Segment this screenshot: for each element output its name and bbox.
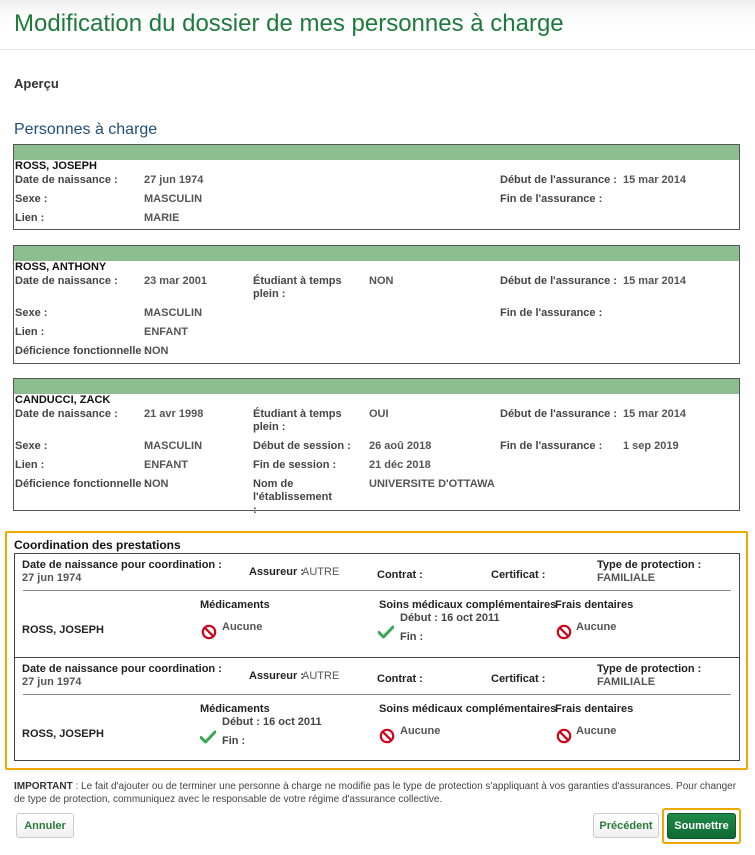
coord-birth-value: 27 jun 1974: [22, 676, 82, 688]
start-label: Début :: [222, 716, 263, 728]
sex-value: MASCULIN: [144, 307, 203, 319]
no-entry-icon: [379, 728, 395, 744]
coordination-title: Coordination des prestations: [14, 538, 181, 552]
relation-value: ENFANT: [144, 459, 188, 471]
sex-label: Sexe :: [15, 307, 48, 319]
insurance-start-value: 15 mar 2014: [623, 275, 686, 287]
relation-label: Lien :: [15, 212, 45, 224]
insurance-end-label: Fin de l'assurance :: [500, 193, 603, 205]
sex-label: Sexe :: [15, 440, 48, 452]
contract-label: Contrat :: [377, 569, 423, 581]
dependent-card: [13, 245, 740, 364]
coord-birth-label: Date de naissance pour coordination :: [22, 663, 222, 675]
no-entry-icon: [556, 728, 572, 744]
protection-type-value: FAMILIALE: [597, 676, 656, 688]
institution-label: Nom de l'établissement :: [253, 478, 333, 516]
dental-label: Frais dentaires: [555, 703, 634, 715]
section-title: Personnes à charge: [14, 121, 158, 138]
overview-label: Aperçu: [14, 76, 59, 91]
insurer-value: AUTRE: [302, 670, 340, 682]
card-header-bar: [14, 379, 739, 394]
student-value: OUI: [369, 408, 389, 420]
birth-label: Date de naissance :: [15, 174, 118, 186]
dental-value: Aucune: [576, 621, 617, 633]
insurer-label: Assureur :: [249, 670, 305, 682]
dental-label: Frais dentaires: [555, 599, 634, 611]
insurance-start-label: Début de l'assurance :: [500, 408, 617, 420]
coord-person-name: ROSS, JOSEPH: [22, 728, 104, 740]
drugs-value: Aucune: [222, 621, 263, 633]
coordination-entry: [14, 553, 740, 658]
card-header-bar: [14, 246, 739, 261]
card-header-bar: [14, 145, 739, 160]
dental-value: Aucune: [576, 725, 617, 737]
checkmark-icon: [200, 730, 216, 744]
health-label: Soins médicaux complémentaires: [379, 599, 557, 611]
insurer-label: Assureur :: [249, 566, 305, 578]
relation-label: Lien :: [15, 459, 45, 471]
sex-value: MASCULIN: [144, 193, 203, 205]
protection-type-label: Type de protection :: [597, 559, 702, 571]
end-label: Fin :: [400, 631, 424, 643]
session-start-value: 26 aoû 2018: [369, 440, 432, 452]
no-entry-icon: [556, 624, 572, 640]
important-label: IMPORTANT: [14, 781, 73, 792]
coord-person-name: ROSS, JOSEPH: [22, 624, 104, 636]
coord-birth-value: 27 jun 1974: [22, 572, 82, 584]
deficiency-label: Déficience fonctionnelle :: [15, 345, 149, 357]
insurance-start-value: 15 mar 2014: [623, 174, 686, 186]
page-title: Modification du dossier de mes personnes à charge: [14, 10, 564, 37]
sex-value: MASCULIN: [144, 440, 203, 452]
important-note: [14, 780, 739, 806]
drugs-start-value: 16 oct 2011: [262, 716, 322, 728]
contract-label: Contrat :: [377, 673, 423, 685]
drugs-label: Médicaments: [200, 599, 270, 611]
birth-value: 21 avr 1998: [144, 408, 204, 420]
dependent-card: [13, 378, 740, 516]
insurance-end-label: Fin de l'assurance :: [500, 440, 603, 452]
checkmark-icon: [378, 625, 394, 639]
session-end-value: 21 déc 2018: [369, 459, 431, 471]
insurance-start-value: 15 mar 2014: [623, 408, 686, 420]
health-value: Aucune: [400, 725, 441, 737]
dependent-name: CANDUCCI, ZACK: [15, 394, 111, 406]
drugs-start: [222, 716, 322, 729]
insurer-value: AUTRE: [302, 566, 340, 578]
student-label: Étudiant à temps plein :: [253, 408, 342, 433]
submit-button[interactable]: Soumettre: [667, 813, 736, 839]
insurance-start-label: Début de l'assurance :: [500, 174, 617, 186]
birth-label: Date de naissance :: [15, 275, 118, 287]
coord-birth-label: Date de naissance pour coordination :: [22, 559, 222, 571]
health-label: Soins médicaux complémentaires: [379, 703, 557, 715]
dependent-card: [13, 144, 740, 230]
deficiency-value: NON: [144, 345, 169, 357]
insurance-start-label: Début de l'assurance :: [500, 275, 617, 287]
student-value: NON: [369, 275, 394, 287]
end-label: Fin :: [222, 735, 246, 747]
dependent-name: ROSS, ANTHONY: [15, 261, 107, 273]
birth-label: Date de naissance :: [15, 408, 118, 420]
dependent-name: ROSS, JOSEPH: [15, 160, 97, 172]
divider: [23, 694, 731, 695]
sex-label: Sexe :: [15, 193, 48, 205]
insurance-end-value: 1 sep 2019: [623, 440, 679, 452]
protection-type-label: Type de protection :: [597, 663, 702, 675]
birth-value: 23 mar 2001: [144, 275, 207, 287]
coordination-entry: [14, 657, 740, 761]
drugs-label: Médicaments: [200, 703, 270, 715]
no-entry-icon: [201, 624, 217, 640]
session-end-label: Fin de session :: [253, 459, 337, 471]
relation-value: MARIE: [144, 212, 180, 224]
health-start-value: 16 oct 2011: [440, 612, 500, 624]
previous-button[interactable]: Précédent: [593, 813, 659, 838]
relation-label: Lien :: [15, 326, 45, 338]
cancel-button[interactable]: Annuler: [16, 813, 74, 838]
relation-value: ENFANT: [144, 326, 188, 338]
certificate-label: Certificat :: [491, 569, 546, 581]
session-start-label: Début de session :: [253, 440, 351, 452]
certificate-label: Certificat :: [491, 673, 546, 685]
birth-value: 27 jun 1974: [144, 174, 204, 186]
deficiency-label: Déficience fonctionnelle :: [15, 478, 149, 490]
institution-value: UNIVERSITE D'OTTAWA: [369, 478, 495, 490]
important-text: : Le fait d'ajouter ou de terminer une personne à charge ne modifie pas le type de protection s'appliquant à vos garanties d'assurances. Pour changer de type de protection, communiquez avec le responsable de votre régime d'assurance collective.: [14, 781, 737, 805]
divider: [23, 590, 731, 591]
deficiency-value: NON: [144, 478, 169, 490]
start-label: Début :: [400, 612, 441, 624]
protection-type-value: FAMILIALE: [597, 572, 656, 584]
student-label: Étudiant à temps plein :: [253, 275, 342, 300]
health-start: [400, 612, 500, 625]
insurance-end-label: Fin de l'assurance :: [500, 307, 603, 319]
